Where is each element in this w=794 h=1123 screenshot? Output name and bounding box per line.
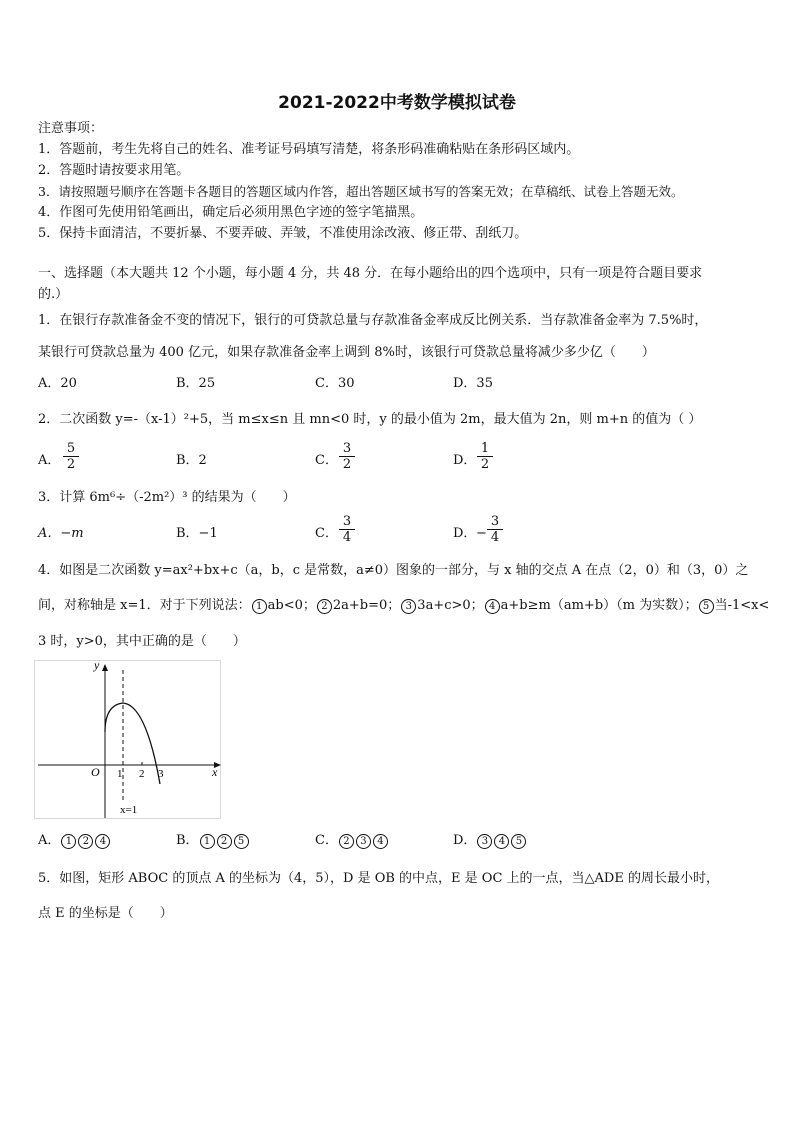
q2-stem: 2．二次函数 y=-（x-1）²+5，当 m≤x≤n 且 mn<0 时，y 的最小值为 2m，最大值为 2n，则 m+n 的值为（ ） (38, 412, 702, 427)
q1-stem-line2: 某银行可贷款总量为 400 亿元，如果存款准备金率上调到 8%时，该银行可贷款总量将减少多少亿（ ） (38, 345, 655, 360)
q2-a-numerator: 5 (63, 441, 79, 457)
origin-label: O (91, 765, 100, 779)
q3-option-c-fraction (339, 514, 355, 545)
tick-label-3: 3 (158, 768, 164, 780)
q4-parabola-graph (34, 660, 226, 820)
q1-option-c: C．30 (315, 376, 355, 391)
y-axis-arrow (102, 664, 108, 671)
q2-option-d-fraction (477, 441, 493, 472)
q2-option-b: B．2 (176, 453, 207, 468)
q1-option-a: A．20 (38, 376, 77, 391)
notice-heading: 注意事项： (38, 121, 104, 136)
q3-option-d-minus: − (476, 526, 487, 541)
q5-stem-line2: 点 E 的坐标是（ ） (38, 906, 173, 921)
q2-option-c-label: C． (315, 453, 338, 468)
q5-stem-line1: 5．如图，矩形 ABOC 的顶点 A 的坐标为（4，5），D 是 OB 的中点，E 是 OC 上的一点，当△ADE 的周长最小时， (38, 871, 719, 886)
q4-option-b: B． 1 2 5 (176, 833, 250, 849)
q2-option-d-label: D． (453, 453, 477, 468)
x-axis-label: x (212, 765, 218, 779)
q2-option-a-fraction (63, 441, 79, 472)
q3-d-numerator: 3 (487, 514, 503, 530)
notice-item-3: 3．请按照题号顺序在答题卡各题目的答题区域内作答，超出答题区域书写的答案无效；在草稿纸、试卷上答题无效。 (38, 184, 684, 199)
q3-option-a: A．−m (38, 526, 84, 541)
symmetry-axis-label: x=1 (120, 804, 138, 816)
q4-option-c: C． 2 3 4 (315, 833, 389, 849)
section-heading-line2: 的.） (38, 287, 69, 302)
q4-statement-3: 3a+c>0； (417, 598, 484, 613)
q2-a-denominator: 2 (66, 457, 76, 472)
graph-frame (35, 661, 221, 819)
q3-option-b: B．−1 (176, 526, 218, 541)
q4-line2-prefix: 间，对称轴是 x=1．对于下列说法： (38, 598, 251, 613)
q3-d-denominator: 4 (490, 530, 500, 545)
q1-stem-line1: 1．在银行存款准备金不变的情况下，银行的可贷款总量与存款准备金率成反比例关系．当存款准备金率为 7.5%时， (38, 313, 708, 328)
q4-option-d: D． 3 4 5 (453, 833, 527, 849)
q4-statement-3-marker: 3 (401, 599, 416, 614)
q2-c-denominator: 2 (342, 457, 352, 472)
notice-item-1: 1．答题前，考生先将自己的姓名、准考证号码填写清楚，将条形码准确粘贴在条形码区域内。 (38, 142, 580, 157)
q3-c-denominator: 4 (342, 530, 352, 545)
notice-item-2: 2．答题时请按要求用笔。 (38, 163, 190, 178)
q4-statement-2-marker: 2 (317, 599, 332, 614)
q4-stem-line2 (38, 598, 769, 614)
tick-label-2: 2 (139, 768, 145, 780)
q2-c-numerator: 3 (339, 441, 355, 457)
q4-statement-5-marker: 5 (699, 599, 714, 614)
q4-stem-line1: 4．如图是二次函数 y=ax²+bx+c（a，b，c 是常数，a≠0）图象的一部分，与 x 轴的交点 A 在点（2，0）和（3，0）之 (38, 563, 749, 578)
q4-statement-5: 当-1<x< (714, 598, 770, 613)
q1-option-b: B．25 (176, 376, 216, 391)
notice-item-4: 4．作图可先使用铅笔画出，确定后必须用黑色字迹的签字笔描黑。 (38, 205, 424, 220)
notice-item-5: 5．保持卡面清洁，不要折暴、不要弄破、弄皱，不准使用涂改液、修正带、刮纸刀。 (38, 226, 528, 241)
q4-statement-4-marker: 4 (485, 599, 500, 614)
q4-statement-4: a+b≥m（am+b）（m 为实数）； (500, 598, 698, 613)
q2-option-a-label: A． (38, 453, 61, 468)
q2-option-c-fraction (339, 441, 355, 472)
q2-d-denominator: 2 (480, 457, 490, 472)
parabola-curve (105, 703, 160, 784)
page-title: 2021-2022中考数学模拟试卷 (278, 93, 516, 113)
q4-option-a: A． 1 2 4 (38, 833, 111, 849)
q1-option-d: D．35 (453, 376, 493, 391)
section-heading-line1: 一、选择题（本大题共 12 个小题，每小题 4 分，共 48 分．在每小题给出的四个选项中，只有一项是符合题目要求 (38, 266, 703, 281)
q3-stem: 3．计算 6m⁶÷（-2m²）³ 的结果为（ ） (38, 490, 296, 505)
y-axis-label: y (94, 660, 100, 672)
tick-label-1: 1 (117, 768, 123, 780)
q4-statement-2: 2a+b=0； (332, 598, 401, 613)
q2-d-numerator: 1 (477, 441, 493, 457)
q3-option-d-fraction (487, 514, 503, 545)
q4-statement-1: ab<0； (267, 598, 316, 613)
q3-option-d-label: D． (453, 526, 477, 541)
q4-stem-line3: 3 时，y>0，其中正确的是（ ） (38, 634, 246, 649)
q3-option-c-label: C． (315, 526, 338, 541)
q3-c-numerator: 3 (339, 514, 355, 530)
q4-statement-1-marker: 1 (252, 599, 267, 614)
